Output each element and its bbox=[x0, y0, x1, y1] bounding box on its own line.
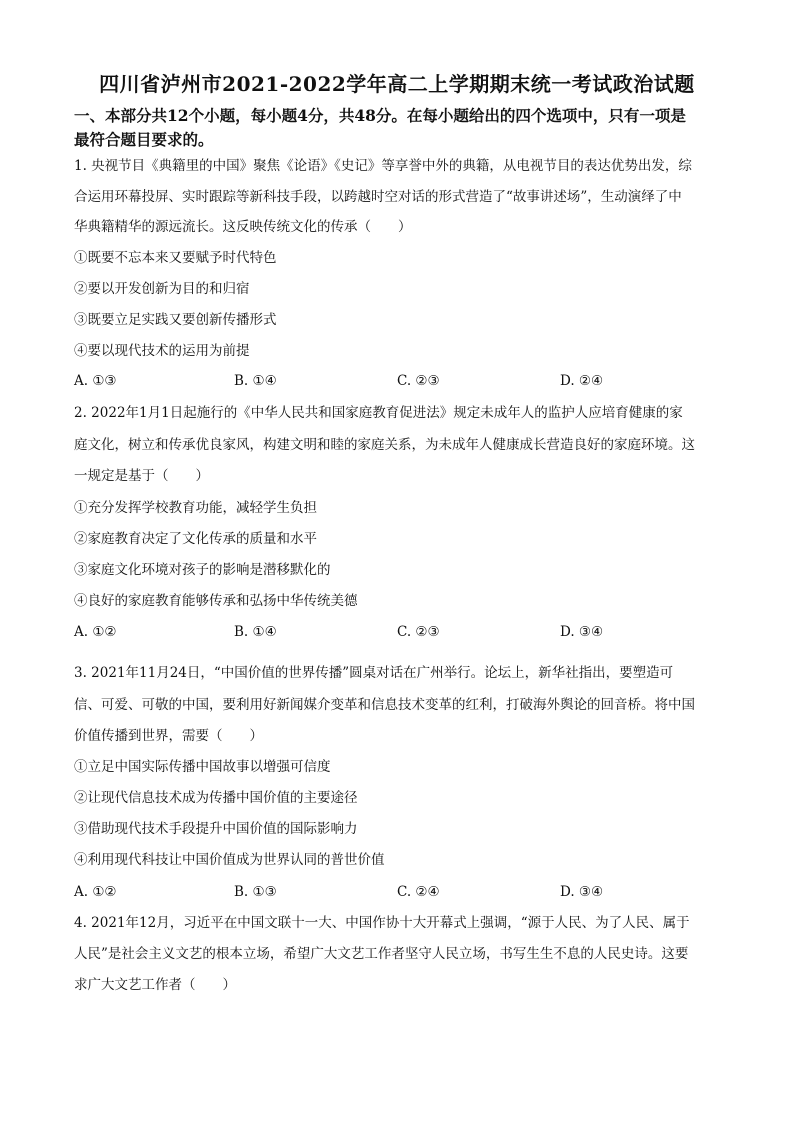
question-2-option: ④良好的家庭教育能够传承和弘扬中华传统美德 bbox=[74, 593, 358, 609]
question-3-stem: 信、可爱、可敬的中国，要利用好新闻媒介变革和信息技术变革的红利，打破海外舆论的回音桥。将中国 bbox=[74, 697, 695, 713]
question-3-option: ①立足中国实际传播中国故事以增强可信度 bbox=[74, 759, 331, 775]
answer-choice-b: B. ①④ bbox=[234, 373, 277, 389]
question-1-option: ③既要立足实践又要创新传播形式 bbox=[74, 312, 277, 328]
answer-choice-c: C. ②③ bbox=[397, 373, 440, 389]
question-3-option: ④利用现代科技让中国价值成为世界认同的普世价值 bbox=[74, 852, 385, 868]
question-2-option: ①充分发挥学校教育功能，减轻学生负担 bbox=[74, 500, 317, 516]
answer-choice-c: C. ②③ bbox=[397, 624, 440, 640]
answer-choice-d: D. ②④ bbox=[560, 373, 604, 389]
answer-choice-a: A. ①② bbox=[74, 884, 117, 900]
answer-choice-d: D. ③④ bbox=[560, 624, 604, 640]
question-4-stem: 4. 2021年12月，习近平在中国文联十一大、中国作协十大开幕式上强调，“源于人民、为了人民、属于 bbox=[74, 915, 690, 931]
page-title: 四川省泸州市2021-2022学年高二上学期期末统一考试政治试题 bbox=[99, 72, 695, 96]
question-1-stem: 华典籍精华的源远流长。这反映传统文化的传承（ ） bbox=[74, 219, 412, 235]
answer-choice-c: C. ②④ bbox=[397, 884, 440, 900]
question-2-answers bbox=[74, 623, 724, 641]
answer-choice-b: B. ①③ bbox=[234, 884, 277, 900]
section-heading-line: 最符合题目要求的。 bbox=[74, 130, 214, 149]
section-heading bbox=[74, 104, 724, 152]
question-3-stem: 3. 2021年11月24日，“中国价值的世界传播”圆桌对话在广州举行。论坛上，新华社指出，要塑造可 bbox=[74, 665, 674, 681]
question-2-stem: 一规定是基于（ ） bbox=[74, 468, 209, 484]
question-2-stem: 庭文化，树立和传承优良家风，构建文明和睦的家庭关系，为未成年人健康成长营造良好的家庭环境。这 bbox=[74, 437, 695, 453]
answer-choice-a: A. ①② bbox=[74, 624, 117, 640]
question-3-answers bbox=[74, 883, 724, 901]
question-2-option: ②家庭教育决定了文化传承的质量和水平 bbox=[74, 531, 317, 547]
question-4-stem: 求广大文艺工作者（ ） bbox=[74, 977, 236, 993]
question-3-stem: 价值传播到世界，需要（ ） bbox=[74, 728, 263, 744]
answer-choice-d: D. ③④ bbox=[560, 884, 604, 900]
question-2-option: ③家庭文化环境对孩子的影响是潜移默化的 bbox=[74, 562, 331, 578]
question-3-option: ③借助现代技术手段提升中国价值的国际影响力 bbox=[74, 821, 358, 837]
answer-choice-a: A. ①③ bbox=[74, 373, 117, 389]
question-1-option: ①既要不忘本来又要赋予时代特色 bbox=[74, 250, 277, 266]
question-4-stem: 人民”是社会主义文艺的根本立场，希望广大文艺工作者坚守人民立场，书写生生不息的人民史诗。这要 bbox=[74, 946, 689, 962]
question-2-stem: 2. 2022年1月1日起施行的《中华人民共和国家庭教育促进法》规定未成年人的监护人应培育健康的家 bbox=[74, 405, 683, 421]
question-3-option: ②让现代信息技术成为传播中国价值的主要途径 bbox=[74, 790, 358, 806]
answer-choice-b: B. ①④ bbox=[234, 624, 277, 640]
question-1-answers bbox=[74, 372, 724, 390]
question-1-option: ②要以开发创新为目的和归宿 bbox=[74, 281, 250, 297]
question-1-stem: 1. 央视节目《典籍里的中国》聚焦《论语》《史记》等享誉中外的典籍，从电视节目的表达优势出发，综 bbox=[74, 158, 692, 174]
question-1-stem: 合运用环幕投屏、实时跟踪等新科技手段，以跨越时空对话的形式营造了“故事讲述场”，生动演绎了中 bbox=[74, 189, 682, 205]
question-1-option: ④要以现代技术的运用为前提 bbox=[74, 343, 250, 359]
section-heading-line: 一、本部分共12个小题，每小题4分，共48分。在每小题给出的四个选项中，只有一项是 bbox=[74, 106, 686, 125]
